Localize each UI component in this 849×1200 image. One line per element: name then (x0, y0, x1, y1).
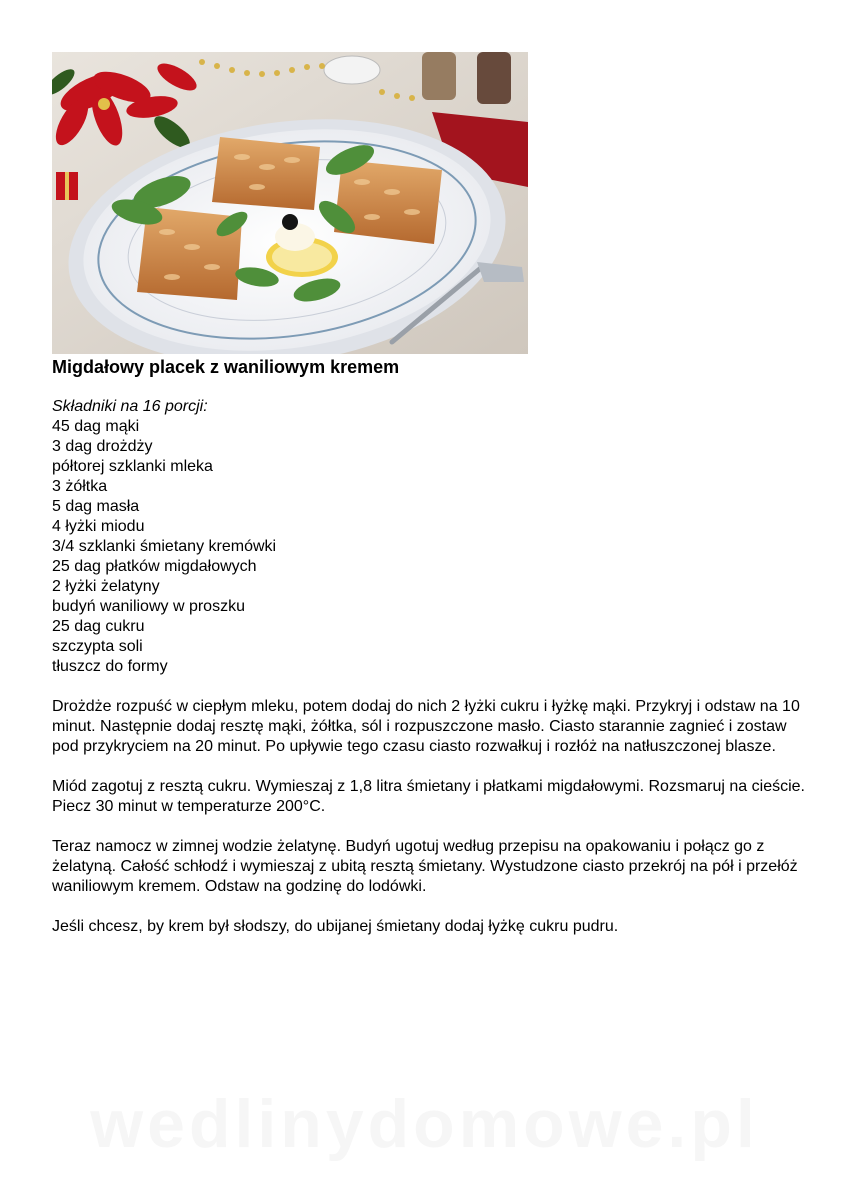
ingredient-item: 2 łyżki żelatyny (52, 578, 160, 595)
instruction-paragraph: Miód zagotuj z resztą cukru. Wymieszaj z 1,8 litra śmietany i płatkami migdałowymi. Rozsmaruj na cieście. Piecz 30 minut w temperaturze 200°C. (52, 778, 805, 815)
ingredient-item: 3/4 szklanki śmietany kremówki (52, 538, 277, 555)
ingredients-heading: Składniki na 16 porcji: (52, 398, 208, 415)
ingredient-item: 3 żółtka (52, 478, 108, 495)
instruction-paragraph: Teraz namocz w zimnej wodzie żelatynę. Budyń ugotuj według przepisu na opakowaniu i połącz go z żelatyną. Całość schłodź i wymieszaj z ubitą resztą śmietany. Wystudzone ciasto przekrój na pół i przełóż waniliowym kremem. Odstaw na godzinę do lodówki. (52, 838, 798, 895)
ingredient-item: 3 dag drożdży (52, 438, 153, 455)
ingredient-item: budyń waniliowy w proszku (52, 598, 245, 615)
ingredient-item: tłuszcz do formy (52, 658, 168, 675)
ingredient-item: 4 łyżki miodu (52, 518, 145, 535)
ingredient-item: szczypta soli (52, 638, 143, 655)
ingredient-item: 5 dag masła (52, 498, 140, 515)
recipe-photo (52, 52, 528, 354)
ingredient-item: półtorej szklanki mleka (52, 458, 213, 475)
recipe-body (52, 397, 812, 937)
ingredient-item: 25 dag płatków migdałowych (52, 558, 257, 575)
ingredient-item: 25 dag cukru (52, 618, 145, 635)
recipe-title: Migdałowy placek z waniliowym kremem (52, 357, 400, 377)
ingredients-list (52, 417, 812, 677)
instruction-paragraph: Drożdże rozpuść w ciepłym mleku, potem dodaj do nich 2 łyżki cukru i łyżkę mąki. Przykryj i odstaw na 10 minut. Następnie dodaj resztę mąki, żółtka, sól i rozpuszczone masło. Ciasto starannie zagnieć i zostaw pod przykryciem na 20 minut. Po upływie tego czasu ciasto rozwałkuj i rozłóż na natłuszczonej blasze. (52, 698, 800, 755)
instruction-paragraph: Jeśli chcesz, by krem był słodszy, do ubijanej śmietany dodaj łyżkę cukru pudru. (52, 918, 619, 935)
watermark: wedlinydomowe.pl (90, 1086, 759, 1162)
ingredient-item: 45 dag mąki (52, 418, 140, 435)
